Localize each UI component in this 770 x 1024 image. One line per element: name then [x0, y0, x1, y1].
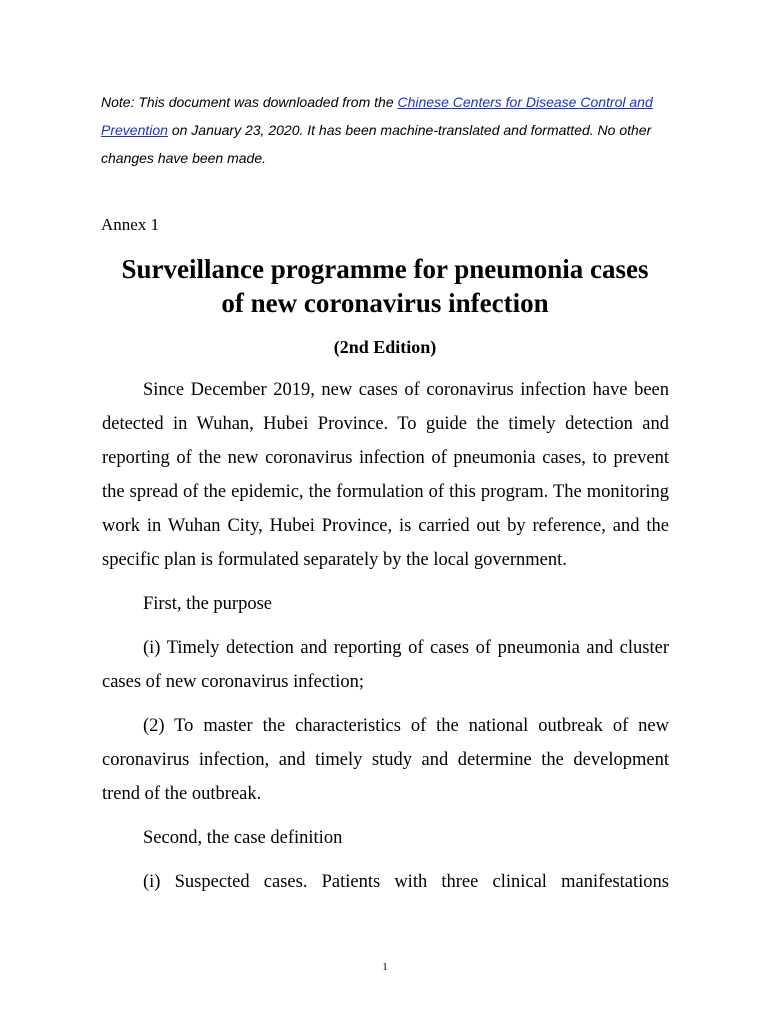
page-number: 1: [382, 961, 388, 973]
purpose-heading: First, the purpose: [143, 594, 272, 614]
suspected-cases-paragraph: (i) Suspected cases. Patients with three clinical manifestations: [143, 872, 669, 892]
note-suffix: on January 23, 2020. It has been machine-translated and formatted. No other changes have been made.: [101, 122, 652, 166]
title-line-2: of new coronavirus infection: [221, 288, 549, 318]
download-note: [101, 88, 681, 172]
note-prefix: Note: This document was downloaded from the: [101, 94, 398, 110]
cdc-link[interactable]: Chinese Centers for Disease Control and Prevention: [101, 94, 653, 138]
intro-paragraph: Since December 2019, new cases of coronavirus infection have been detected in Wuhan, Hubei Province. To guide the timely detection and reporting of the new coronavirus infection of pneumonia cases, to prevent the spread of the epidemic, the formulation of this program. The monitoring work in Wuhan City, Hubei Province, is carried out by reference, and the specific plan is formulated separately by the local government.: [102, 380, 669, 570]
document-body: [102, 373, 669, 909]
edition-label: (2nd Edition): [333, 337, 437, 357]
title-line-1: Surveillance programme for pneumonia cases: [121, 254, 649, 284]
purpose-item-1: (i) Timely detection and reporting of cases of pneumonia and cluster cases of new coronavirus infection;: [102, 638, 669, 692]
purpose-item-2: (2) To master the characteristics of the national outbreak of new coronavirus infection, and timely study and determine the development trend of the outbreak.: [102, 716, 669, 804]
annex-label: Annex 1: [101, 215, 160, 234]
document-title: [60, 252, 710, 320]
case-definition-heading: Second, the case definition: [143, 828, 343, 848]
